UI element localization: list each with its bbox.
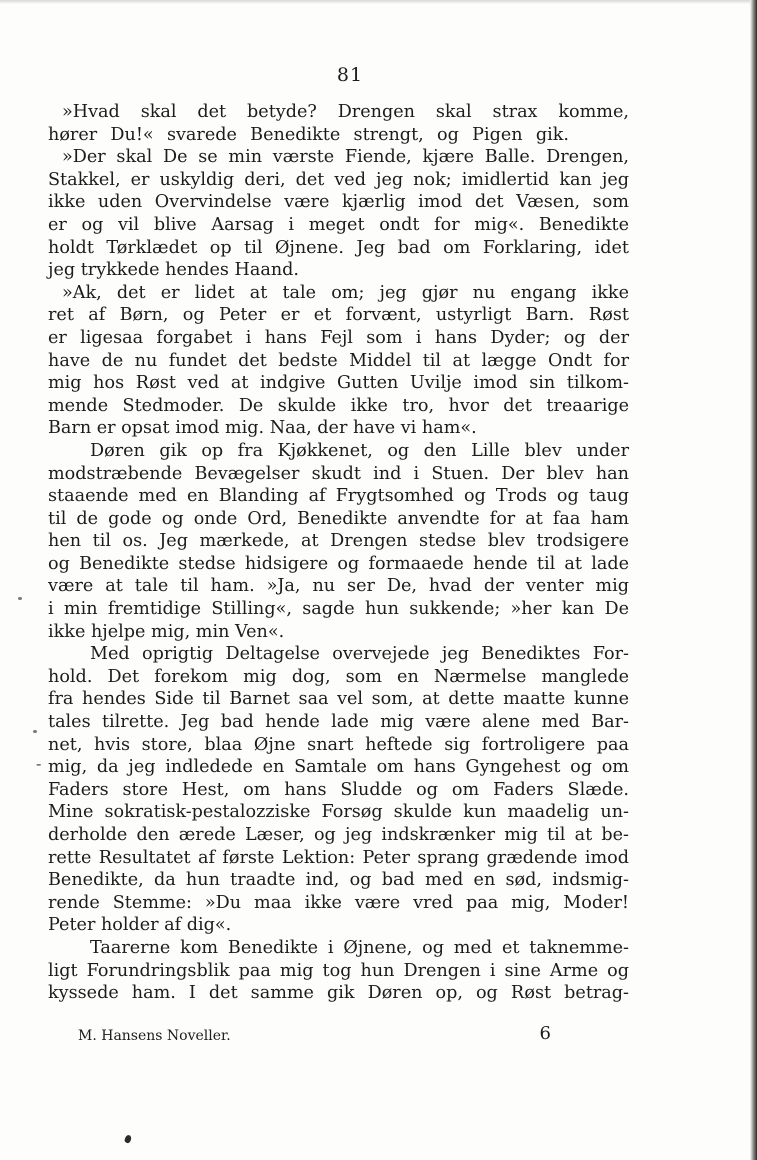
text-line: tales tilrette. Jeg bad hende lade mig være alene med Bar-	[48, 712, 629, 733]
text-line: Taarerne kom Benedikte i Øjnene, og med et taknemme-	[90, 937, 629, 958]
page-number: 81	[336, 64, 364, 86]
text-line: »Hvad skal det betyde? Drengen skal strax komme,	[62, 102, 629, 122]
text-line: være at tale til ham. »Ja, nu ser De, hvad der venter mig	[48, 576, 629, 597]
margin-speck	[18, 597, 22, 600]
text-line: kyssede ham. I det samme gik Døren op, og Røst betrag-	[48, 983, 629, 1004]
text-line: rende Stemme: »Du maa ikke være vred paa mig, Moder!	[48, 892, 629, 913]
text-line: derholde den ærede Læser, og jeg indskrænker mig til at be-	[48, 825, 629, 845]
text-line: er ligesaa forgabet i hans Fejl som i hans Dyder; og der	[48, 327, 629, 348]
text-line: i min fremtidige Stilling«, sagde hun sukkende; »her kan De	[48, 599, 629, 620]
page-binding-edge	[750, 0, 757, 1160]
text-line: »Der skal De se min værste Fiende, kjære Balle. Drengen,	[62, 147, 629, 168]
text-line: er og vil blive Aarsag i meget ondt for mig«. Benedikte	[48, 214, 629, 235]
text-line: mig, da jeg indledede en Samtale om hans Gyngehest og om	[48, 757, 629, 778]
text-line: Med oprigtig Deltagelse overvejede jeg Benediktes For-	[90, 644, 629, 665]
footer-signature-mark: 6	[539, 1023, 551, 1044]
text-line: hold. Det forekom mig dog, som en Nærmelse manglede	[48, 666, 629, 687]
text-line: mende Stedmoder. De skulde ikke tro, hvor det treaarige	[48, 395, 629, 416]
text-line: til de gode og onde Ord, Benedikte anvendte for at faa ham	[48, 508, 629, 529]
text-line: ikke hjelpe mig, min Ven«.	[48, 621, 285, 642]
text-line: jeg trykkede hendes Haand.	[48, 260, 300, 281]
margin-speck	[33, 730, 37, 733]
page-top-edge	[0, 0, 757, 4]
text-line: ikke uden Overvindelse være kjærlig imod det Væsen, som	[48, 192, 629, 213]
text-line: have de nu fundet det bedste Middel til at lægge Ondt for	[48, 350, 629, 371]
footer-book-title: M. Hansens Noveller.	[78, 1028, 231, 1044]
text-line: staaende med en Blanding af Frygtsomhed og Trods og taug	[48, 486, 629, 507]
text-line: Faders store Hest, om hans Sludde og om Faders Slæde.	[48, 779, 629, 800]
text-line: hører Du!« svarede Benedikte strengt, og Pigen gik.	[48, 124, 569, 145]
text-line: Stakkel, er uskyldig deri, det ved jeg nok; imidlertid kan jeg	[48, 169, 629, 190]
text-line: Mine sokratisk-pestalozziske Forsøg skulde kun maadelig un-	[48, 802, 629, 823]
text-line: hen til os. Jeg mærkede, at Drengen stedse blev trodsigere	[48, 531, 629, 552]
text-line: rette Resultatet af første Lektion: Peter sprang grædende imod	[48, 847, 629, 868]
text-line: mig hos Røst ved at indgive Gutten Uvilje imod sin tilkom-	[48, 373, 629, 394]
text-line: modstræbende Bevægelser skudt ind i Stuen. Der blev han	[48, 463, 629, 484]
text-line: og Benedikte stedse hidsigere og formaaede hende til at lade	[48, 553, 629, 574]
text-line: Barn er opsat imod mig. Naa, der have vi ham«.	[48, 418, 477, 439]
margin-mark: -	[36, 754, 42, 773]
body-text	[48, 101, 629, 1005]
text-line: fra hendes Side til Barnet saa vel som, at dette maatte kunne	[48, 689, 629, 710]
text-line: ligt Forundringsblik paa mig tog hun Drengen i sine Arme og	[48, 960, 629, 981]
text-line: net, hvis store, blaa Øjne snart heftede sig fortroligere paa	[48, 734, 629, 755]
text-line: Benedikte, da hun traadte ind, og bad med en sød, indsmig-	[48, 870, 629, 891]
text-line: holdt Tørklædet op til Øjnene. Jeg bad om Forklaring, idet	[48, 237, 629, 258]
text-line: Døren gik op fra Kjøkkenet, og den Lille blev under	[90, 440, 629, 461]
text-line: Peter holder af dig«.	[48, 915, 232, 936]
text-line: ret af Børn, og Peter er et forvænt, ustyrligt Barn. Røst	[48, 305, 629, 326]
ink-spot	[124, 1134, 132, 1144]
text-line: »Ak, det er lidet at tale om; jeg gjør nu engang ikke	[62, 282, 629, 303]
